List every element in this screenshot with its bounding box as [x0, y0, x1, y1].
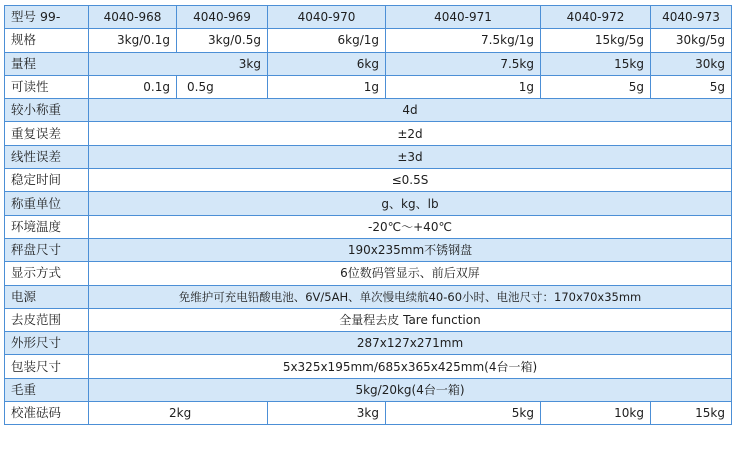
calibration-row: [5, 402, 732, 425]
capacity-value: 6kg: [268, 52, 386, 75]
pan-size-value: 190x235mm不锈钢盘: [89, 238, 732, 261]
stabilization-value: ≤0.5S: [89, 169, 732, 192]
model-cell: 4040-973: [651, 6, 732, 29]
spec-table: [4, 5, 732, 425]
readability-value: 1g: [386, 75, 541, 98]
repeatability-row: [5, 122, 732, 145]
model-cell: 4040-971: [386, 6, 541, 29]
model-cell: 4040-970: [268, 6, 386, 29]
readability-value: 0.1g: [89, 75, 177, 98]
spec-value: 3kg/0.5g: [177, 29, 268, 52]
row-label: 重复误差: [5, 122, 89, 145]
spec-row: [5, 29, 732, 52]
model-cell: 4040-968: [89, 6, 177, 29]
packing-value: 5x325x195mm/685x365x425mm(4台一箱): [89, 355, 732, 378]
calibration-value: 10kg: [541, 402, 651, 425]
model-cell: 4040-969: [177, 6, 268, 29]
row-label: 可读性: [5, 75, 89, 98]
row-label: 秤盘尺寸: [5, 238, 89, 261]
gross-weight-row: [5, 378, 732, 401]
tare-row: [5, 308, 732, 331]
readability-row: [5, 75, 732, 98]
display-row: [5, 262, 732, 285]
model-header-row: [5, 6, 732, 29]
row-label: 外形尺寸: [5, 332, 89, 355]
repeatability-value: ±2d: [89, 122, 732, 145]
display-value: 6位数码管显示、前后双屏: [89, 262, 732, 285]
row-label: 线性误差: [5, 145, 89, 168]
row-label: 校准砝码: [5, 402, 89, 425]
tare-value: 全量程去皮 Tare function: [89, 308, 732, 331]
capacity-value: 15kg: [541, 52, 651, 75]
dimensions-value: 287x127x271mm: [89, 332, 732, 355]
dimensions-row: [5, 332, 732, 355]
pan-size-row: [5, 238, 732, 261]
stabilization-row: [5, 169, 732, 192]
units-row: [5, 192, 732, 215]
units-value: g、kg、lb: [89, 192, 732, 215]
readability-value: 5g: [651, 75, 732, 98]
row-label: 稳定时间: [5, 169, 89, 192]
min-weight-value: 4d: [89, 99, 732, 122]
linearity-row: [5, 145, 732, 168]
calibration-value: 15kg: [651, 402, 732, 425]
capacity-value: 3kg: [89, 52, 268, 75]
model-cell: 4040-972: [541, 6, 651, 29]
power-row: [5, 285, 732, 308]
spec-value: 15kg/5g: [541, 29, 651, 52]
readability-value: 0.5g: [177, 75, 268, 98]
row-label: 毛重: [5, 378, 89, 401]
min-weight-row: [5, 99, 732, 122]
row-label: 规格: [5, 29, 89, 52]
temperature-row: [5, 215, 732, 238]
capacity-value: 30kg: [651, 52, 732, 75]
temperature-value: -20℃～+40℃: [89, 215, 732, 238]
row-label: 称重单位: [5, 192, 89, 215]
packing-row: [5, 355, 732, 378]
spec-value: 6kg/1g: [268, 29, 386, 52]
power-value: 免维护可充电铅酸电池、6V/5AH、单次慢电续航40-60小时、电池尺寸：170x70x35mm: [89, 285, 732, 308]
calibration-value: 2kg: [89, 402, 268, 425]
readability-value: 5g: [541, 75, 651, 98]
row-label: 显示方式: [5, 262, 89, 285]
row-label: 量程: [5, 52, 89, 75]
model-header-label: 型号 99-: [5, 6, 89, 29]
spec-value: 30kg/5g: [651, 29, 732, 52]
gross-weight-value: 5kg/20kg(4台一箱): [89, 378, 732, 401]
capacity-row: [5, 52, 732, 75]
calibration-value: 3kg: [268, 402, 386, 425]
row-label: 环境温度: [5, 215, 89, 238]
row-label: 包装尺寸: [5, 355, 89, 378]
calibration-value: 5kg: [386, 402, 541, 425]
row-label: 电源: [5, 285, 89, 308]
spec-value: 3kg/0.1g: [89, 29, 177, 52]
readability-value: 1g: [268, 75, 386, 98]
linearity-value: ±3d: [89, 145, 732, 168]
row-label: 较小称重: [5, 99, 89, 122]
row-label: 去皮范围: [5, 308, 89, 331]
spec-value: 7.5kg/1g: [386, 29, 541, 52]
capacity-value: 7.5kg: [386, 52, 541, 75]
